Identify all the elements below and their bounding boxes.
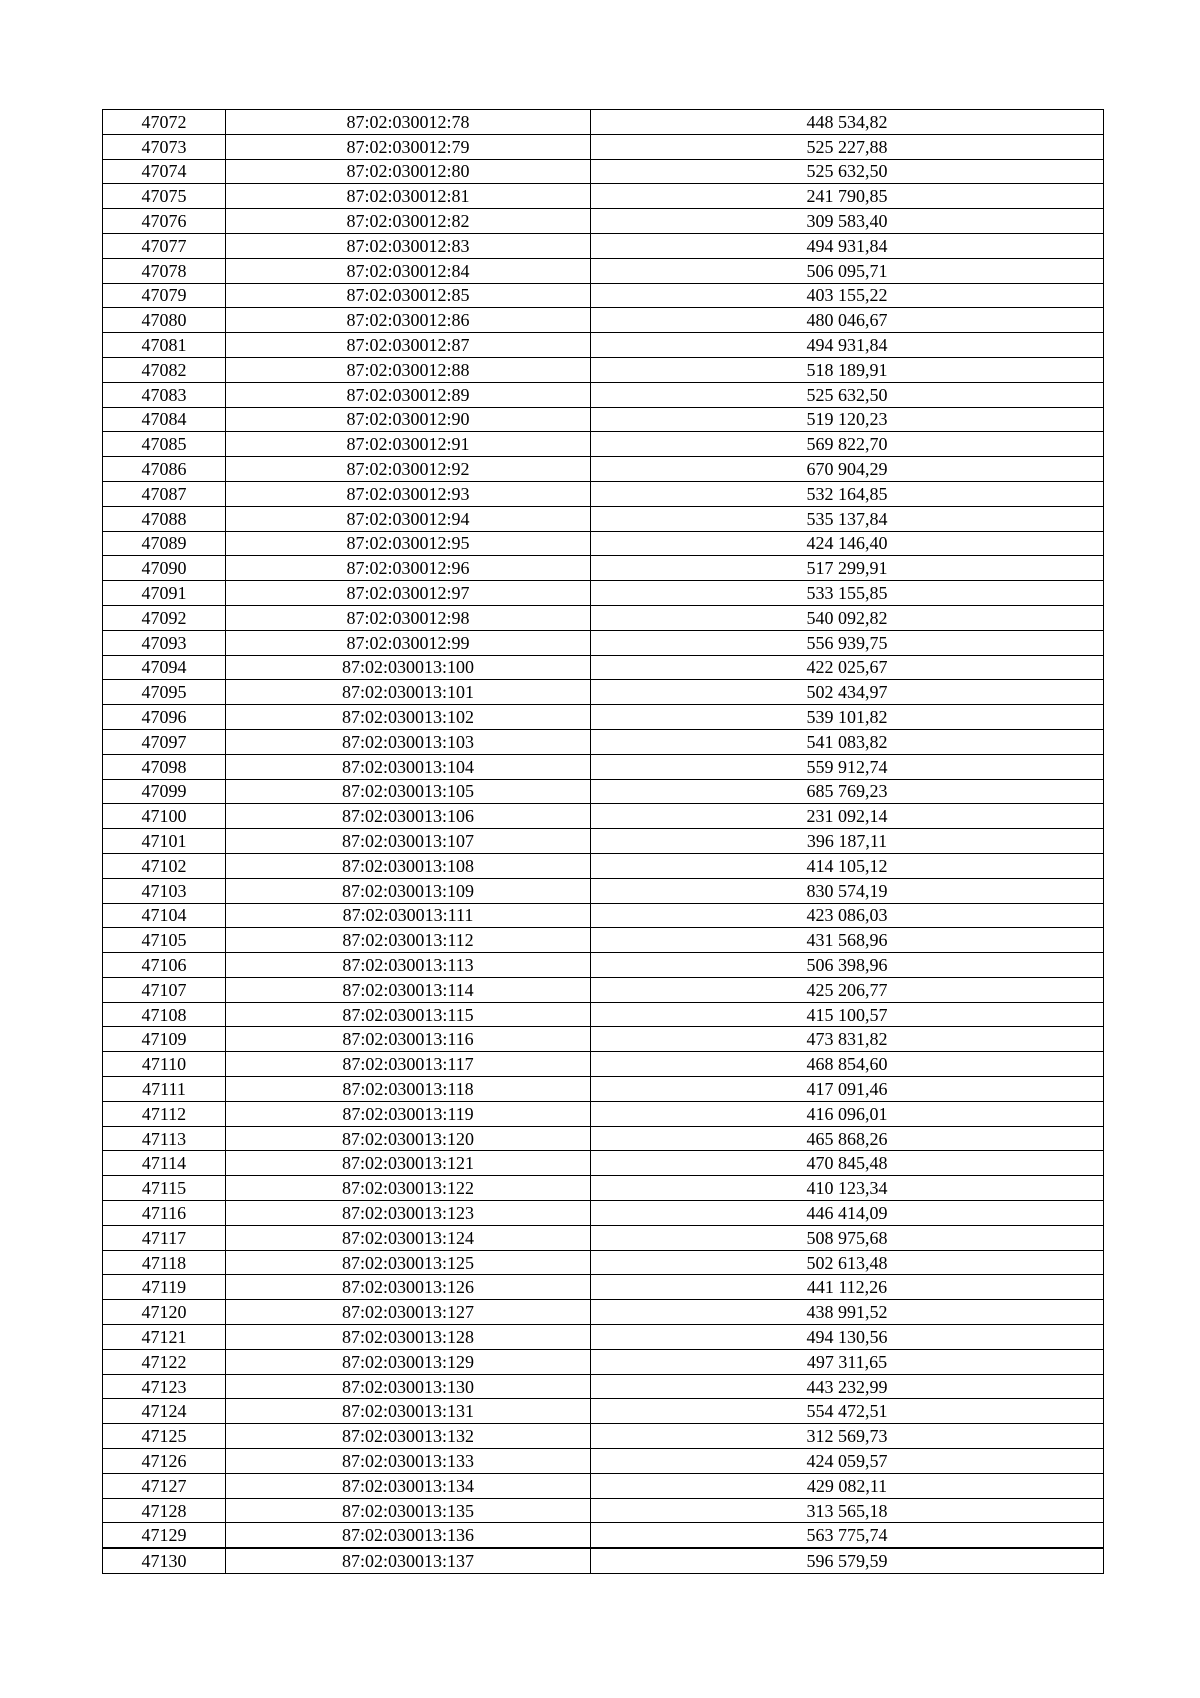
row-number-cell: 47130: [103, 1548, 226, 1573]
table-row: [103, 1151, 1104, 1176]
table-row: [103, 680, 1104, 705]
table-row: [103, 705, 1104, 730]
row-number-cell: 47125: [103, 1424, 226, 1449]
table-row: [103, 581, 1104, 606]
cadastral-number-cell: 87:02:030013:135: [226, 1498, 591, 1523]
cadastral-number-cell: 87:02:030012:85: [226, 283, 591, 308]
table-row: [103, 1523, 1104, 1548]
cadastral-value-cell: 429 082,11: [591, 1473, 1104, 1498]
row-number-cell: 47129: [103, 1523, 226, 1548]
table-row: [103, 308, 1104, 333]
cadastral-number-cell: 87:02:030013:121: [226, 1151, 591, 1176]
cadastral-value-cell: 519 120,23: [591, 407, 1104, 432]
cadastral-value-cell: 685 769,23: [591, 779, 1104, 804]
cadastral-number-cell: 87:02:030013:122: [226, 1176, 591, 1201]
cadastral-number-cell: 87:02:030013:133: [226, 1449, 591, 1474]
row-number-cell: 47106: [103, 953, 226, 978]
cadastral-number-cell: 87:02:030013:134: [226, 1473, 591, 1498]
cadastral-value-cell: 532 164,85: [591, 481, 1104, 506]
row-number-cell: 47077: [103, 233, 226, 258]
cadastral-number-cell: 87:02:030013:118: [226, 1077, 591, 1102]
row-number-cell: 47085: [103, 432, 226, 457]
row-number-cell: 47107: [103, 977, 226, 1002]
cadastral-number-cell: 87:02:030012:80: [226, 159, 591, 184]
cadastral-number-cell: 87:02:030012:94: [226, 506, 591, 531]
row-number-cell: 47101: [103, 829, 226, 854]
row-number-cell: 47086: [103, 457, 226, 482]
table-row: [103, 655, 1104, 680]
table-row: [103, 729, 1104, 754]
cadastral-value-cell: 559 912,74: [591, 754, 1104, 779]
cadastral-number-cell: 87:02:030013:104: [226, 754, 591, 779]
cadastral-number-cell: 87:02:030012:93: [226, 481, 591, 506]
table-row: [103, 407, 1104, 432]
row-number-cell: 47087: [103, 481, 226, 506]
table-row: [103, 804, 1104, 829]
cadastral-number-cell: 87:02:030013:108: [226, 853, 591, 878]
table-row: [103, 903, 1104, 928]
row-number-cell: 47096: [103, 705, 226, 730]
row-number-cell: 47115: [103, 1176, 226, 1201]
table-row: [103, 1250, 1104, 1275]
table-row: [103, 928, 1104, 953]
table-row: [103, 233, 1104, 258]
cadastral-number-cell: 87:02:030013:130: [226, 1374, 591, 1399]
table-row: [103, 1275, 1104, 1300]
cadastral-value-cell: 231 092,14: [591, 804, 1104, 829]
cadastral-number-cell: 87:02:030012:95: [226, 531, 591, 556]
table-row: [103, 754, 1104, 779]
table-row: [103, 853, 1104, 878]
cadastral-value-cell: 518 189,91: [591, 357, 1104, 382]
table-row: [103, 1399, 1104, 1424]
row-number-cell: 47108: [103, 1002, 226, 1027]
table-row: [103, 829, 1104, 854]
table-row: [103, 779, 1104, 804]
cadastral-number-cell: 87:02:030012:87: [226, 333, 591, 358]
cadastral-value-cell: 446 414,09: [591, 1201, 1104, 1226]
table-row: [103, 531, 1104, 556]
row-number-cell: 47118: [103, 1250, 226, 1275]
row-number-cell: 47127: [103, 1473, 226, 1498]
cadastral-number-cell: 87:02:030013:126: [226, 1275, 591, 1300]
table-row: [103, 382, 1104, 407]
cadastral-value-cell: 403 155,22: [591, 283, 1104, 308]
cadastral-value-cell: 441 112,26: [591, 1275, 1104, 1300]
cadastral-value-cell: 423 086,03: [591, 903, 1104, 928]
table-row: [103, 432, 1104, 457]
row-number-cell: 47123: [103, 1374, 226, 1399]
cadastral-value-cell: 410 123,34: [591, 1176, 1104, 1201]
row-number-cell: 47113: [103, 1126, 226, 1151]
row-number-cell: 47084: [103, 407, 226, 432]
cadastral-value-cell: 422 025,67: [591, 655, 1104, 680]
cadastral-number-cell: 87:02:030013:129: [226, 1349, 591, 1374]
cadastral-value-cell: 554 472,51: [591, 1399, 1104, 1424]
cadastral-value-cell: 596 579,59: [591, 1548, 1104, 1573]
row-number-cell: 47083: [103, 382, 226, 407]
table-row: [103, 1126, 1104, 1151]
cadastral-number-cell: 87:02:030012:97: [226, 581, 591, 606]
cadastral-value-cell: 448 534,82: [591, 110, 1104, 135]
cadastral-value-cell: 569 822,70: [591, 432, 1104, 457]
table-row: [103, 1176, 1104, 1201]
table-row: [103, 1101, 1104, 1126]
cadastral-number-cell: 87:02:030013:102: [226, 705, 591, 730]
row-number-cell: 47093: [103, 630, 226, 655]
cadastral-value-cell: 414 105,12: [591, 853, 1104, 878]
cadastral-number-cell: 87:02:030013:116: [226, 1027, 591, 1052]
table-row: [103, 1449, 1104, 1474]
cadastral-number-cell: 87:02:030013:109: [226, 878, 591, 903]
cadastral-value-cell: 525 632,50: [591, 159, 1104, 184]
cadastral-number-cell: 87:02:030013:128: [226, 1325, 591, 1350]
cadastral-value-cell: 539 101,82: [591, 705, 1104, 730]
row-number-cell: 47099: [103, 779, 226, 804]
table-row: [103, 258, 1104, 283]
table-row: [103, 1349, 1104, 1374]
row-number-cell: 47098: [103, 754, 226, 779]
cadastral-value-cell: 473 831,82: [591, 1027, 1104, 1052]
row-number-cell: 47122: [103, 1349, 226, 1374]
cadastral-number-cell: 87:02:030013:124: [226, 1225, 591, 1250]
cadastral-number-cell: 87:02:030013:131: [226, 1399, 591, 1424]
cadastral-value-cell: 424 059,57: [591, 1449, 1104, 1474]
cadastral-number-cell: 87:02:030013:101: [226, 680, 591, 705]
cadastral-value-cell: 540 092,82: [591, 605, 1104, 630]
table-row: [103, 1077, 1104, 1102]
cadastral-value-cell: 502 434,97: [591, 680, 1104, 705]
table-row: [103, 1548, 1104, 1573]
table-row: [103, 1424, 1104, 1449]
cadastral-number-cell: 87:02:030013:132: [226, 1424, 591, 1449]
cadastral-number-cell: 87:02:030013:114: [226, 977, 591, 1002]
row-number-cell: 47075: [103, 184, 226, 209]
cadastral-number-cell: 87:02:030013:127: [226, 1300, 591, 1325]
table-row: [103, 1374, 1104, 1399]
cadastral-value-cell: 670 904,29: [591, 457, 1104, 482]
row-number-cell: 47081: [103, 333, 226, 358]
cadastral-value-cell: 415 100,57: [591, 1002, 1104, 1027]
cadastral-value-table: [102, 109, 1104, 1574]
row-number-cell: 47121: [103, 1325, 226, 1350]
row-number-cell: 47080: [103, 308, 226, 333]
table-row: [103, 457, 1104, 482]
table-row: [103, 1027, 1104, 1052]
table-body: [103, 110, 1104, 1574]
cadastral-number-cell: 87:02:030012:79: [226, 134, 591, 159]
cadastral-value-cell: 470 845,48: [591, 1151, 1104, 1176]
cadastral-number-cell: 87:02:030013:117: [226, 1052, 591, 1077]
table-row: [103, 184, 1104, 209]
table-row: [103, 134, 1104, 159]
table-row: [103, 1002, 1104, 1027]
table-row: [103, 110, 1104, 135]
row-number-cell: 47097: [103, 729, 226, 754]
row-number-cell: 47078: [103, 258, 226, 283]
cadastral-number-cell: 87:02:030012:92: [226, 457, 591, 482]
cadastral-value-cell: 525 227,88: [591, 134, 1104, 159]
cadastral-value-cell: 830 574,19: [591, 878, 1104, 903]
table-row: [103, 481, 1104, 506]
row-number-cell: 47126: [103, 1449, 226, 1474]
cadastral-number-cell: 87:02:030013:123: [226, 1201, 591, 1226]
cadastral-value-cell: 533 155,85: [591, 581, 1104, 606]
cadastral-number-cell: 87:02:030012:86: [226, 308, 591, 333]
cadastral-value-cell: 309 583,40: [591, 209, 1104, 234]
cadastral-value-cell: 416 096,01: [591, 1101, 1104, 1126]
cadastral-number-cell: 87:02:030013:120: [226, 1126, 591, 1151]
row-number-cell: 47112: [103, 1101, 226, 1126]
row-number-cell: 47119: [103, 1275, 226, 1300]
cadastral-value-cell: 506 398,96: [591, 953, 1104, 978]
row-number-cell: 47116: [103, 1201, 226, 1226]
cadastral-number-cell: 87:02:030012:99: [226, 630, 591, 655]
table-row: [103, 878, 1104, 903]
table-row: [103, 333, 1104, 358]
row-number-cell: 47073: [103, 134, 226, 159]
cadastral-number-cell: 87:02:030013:136: [226, 1523, 591, 1548]
row-number-cell: 47091: [103, 581, 226, 606]
cadastral-value-cell: 417 091,46: [591, 1077, 1104, 1102]
cadastral-number-cell: 87:02:030012:98: [226, 605, 591, 630]
row-number-cell: 47076: [103, 209, 226, 234]
cadastral-value-cell: 494 931,84: [591, 233, 1104, 258]
table-row: [103, 977, 1104, 1002]
cadastral-value-cell: 443 232,99: [591, 1374, 1104, 1399]
row-number-cell: 47117: [103, 1225, 226, 1250]
cadastral-number-cell: 87:02:030012:89: [226, 382, 591, 407]
cadastral-number-cell: 87:02:030013:111: [226, 903, 591, 928]
table-row: [103, 1325, 1104, 1350]
cadastral-number-cell: 87:02:030013:119: [226, 1101, 591, 1126]
row-number-cell: 47082: [103, 357, 226, 382]
cadastral-number-cell: 87:02:030013:137: [226, 1548, 591, 1573]
cadastral-number-cell: 87:02:030012:81: [226, 184, 591, 209]
table-row: [103, 159, 1104, 184]
cadastral-number-cell: 87:02:030012:88: [226, 357, 591, 382]
row-number-cell: 47104: [103, 903, 226, 928]
row-number-cell: 47074: [103, 159, 226, 184]
cadastral-value-cell: 465 868,26: [591, 1126, 1104, 1151]
row-number-cell: 47102: [103, 853, 226, 878]
row-number-cell: 47128: [103, 1498, 226, 1523]
cadastral-value-cell: 431 568,96: [591, 928, 1104, 953]
table-row: [103, 1201, 1104, 1226]
row-number-cell: 47105: [103, 928, 226, 953]
cadastral-number-cell: 87:02:030013:115: [226, 1002, 591, 1027]
table-row: [103, 605, 1104, 630]
cadastral-value-cell: 535 137,84: [591, 506, 1104, 531]
table-row: [103, 556, 1104, 581]
table-row: [103, 1225, 1104, 1250]
row-number-cell: 47079: [103, 283, 226, 308]
row-number-cell: 47088: [103, 506, 226, 531]
cadastral-number-cell: 87:02:030012:83: [226, 233, 591, 258]
table-row: [103, 1300, 1104, 1325]
cadastral-number-cell: 87:02:030012:84: [226, 258, 591, 283]
cadastral-value-cell: 480 046,67: [591, 308, 1104, 333]
cadastral-value-cell: 438 991,52: [591, 1300, 1104, 1325]
cadastral-number-cell: 87:02:030012:78: [226, 110, 591, 135]
table-row: [103, 1052, 1104, 1077]
cadastral-value-cell: 494 931,84: [591, 333, 1104, 358]
cadastral-number-cell: 87:02:030013:100: [226, 655, 591, 680]
cadastral-value-cell: 494 130,56: [591, 1325, 1104, 1350]
table-row: [103, 506, 1104, 531]
table-row: [103, 1498, 1104, 1523]
cadastral-value-cell: 502 613,48: [591, 1250, 1104, 1275]
row-number-cell: 47124: [103, 1399, 226, 1424]
cadastral-value-cell: 508 975,68: [591, 1225, 1104, 1250]
table-row: [103, 953, 1104, 978]
table-row: [103, 209, 1104, 234]
row-number-cell: 47100: [103, 804, 226, 829]
cadastral-number-cell: 87:02:030013:125: [226, 1250, 591, 1275]
row-number-cell: 47103: [103, 878, 226, 903]
cadastral-number-cell: 87:02:030012:90: [226, 407, 591, 432]
cadastral-number-cell: 87:02:030013:107: [226, 829, 591, 854]
row-number-cell: 47090: [103, 556, 226, 581]
row-number-cell: 47094: [103, 655, 226, 680]
row-number-cell: 47095: [103, 680, 226, 705]
cadastral-value-cell: 424 146,40: [591, 531, 1104, 556]
cadastral-value-cell: 241 790,85: [591, 184, 1104, 209]
row-number-cell: 47109: [103, 1027, 226, 1052]
cadastral-value-cell: 468 854,60: [591, 1052, 1104, 1077]
cadastral-value-cell: 425 206,77: [591, 977, 1104, 1002]
table-row: [103, 283, 1104, 308]
cadastral-number-cell: 87:02:030012:91: [226, 432, 591, 457]
table-row: [103, 357, 1104, 382]
cadastral-number-cell: 87:02:030012:96: [226, 556, 591, 581]
row-number-cell: 47114: [103, 1151, 226, 1176]
row-number-cell: 47089: [103, 531, 226, 556]
cadastral-number-cell: 87:02:030013:106: [226, 804, 591, 829]
row-number-cell: 47092: [103, 605, 226, 630]
cadastral-value-cell: 506 095,71: [591, 258, 1104, 283]
cadastral-value-cell: 312 569,73: [591, 1424, 1104, 1449]
cadastral-value-cell: 563 775,74: [591, 1523, 1104, 1548]
cadastral-value-cell: 313 565,18: [591, 1498, 1104, 1523]
cadastral-number-cell: 87:02:030013:105: [226, 779, 591, 804]
cadastral-number-cell: 87:02:030012:82: [226, 209, 591, 234]
cadastral-value-cell: 556 939,75: [591, 630, 1104, 655]
row-number-cell: 47072: [103, 110, 226, 135]
cadastral-number-cell: 87:02:030013:103: [226, 729, 591, 754]
cadastral-value-cell: 497 311,65: [591, 1349, 1104, 1374]
cadastral-value-cell: 541 083,82: [591, 729, 1104, 754]
cadastral-value-cell: 525 632,50: [591, 382, 1104, 407]
row-number-cell: 47110: [103, 1052, 226, 1077]
cadastral-number-cell: 87:02:030013:113: [226, 953, 591, 978]
table-row: [103, 630, 1104, 655]
table-row: [103, 1473, 1104, 1498]
cadastral-number-cell: 87:02:030013:112: [226, 928, 591, 953]
row-number-cell: 47111: [103, 1077, 226, 1102]
cadastral-value-cell: 517 299,91: [591, 556, 1104, 581]
row-number-cell: 47120: [103, 1300, 226, 1325]
cadastral-value-cell: 396 187,11: [591, 829, 1104, 854]
